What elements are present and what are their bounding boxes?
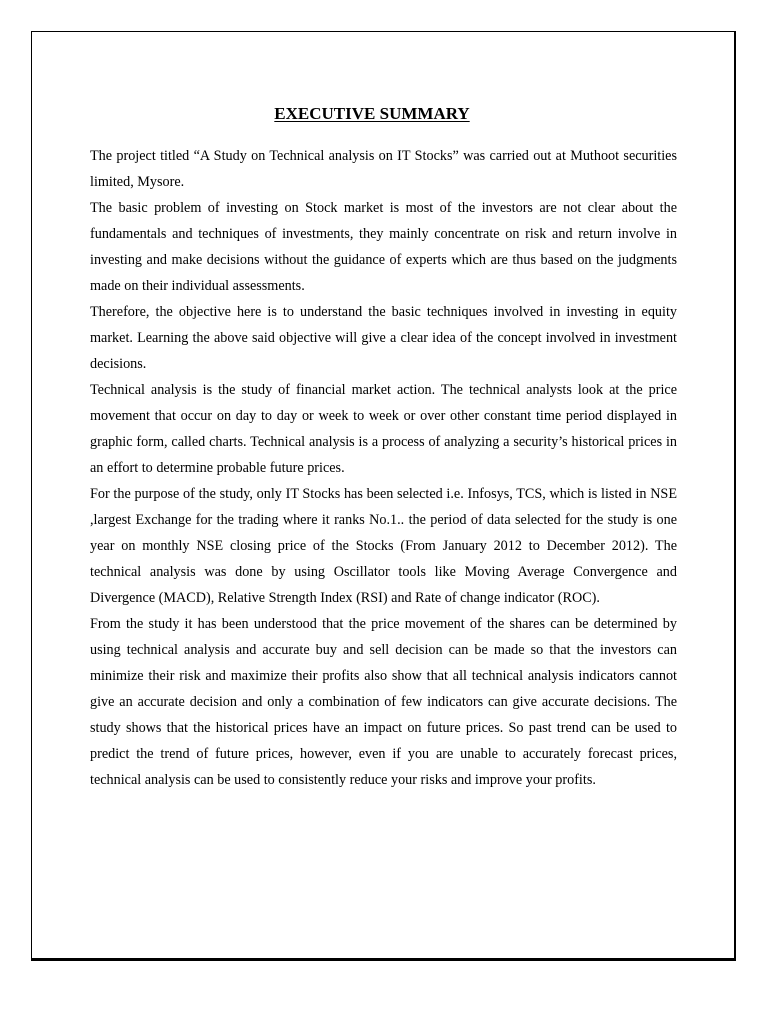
paragraph-study-scope: For the purpose of the study, only IT Stocks has been selected i.e. Infosys, TCS, which is listed in NSE ,largest Exchange for the trading where it ranks No.1.. the period of data selected for the study is one year on monthly NSE closing price of the Stocks (From January 2012 to December 2012). The technical analysis was done by using Oscillator tools like Moving Average Convergence and Divergence (MACD), Relative Strength Index (RSI) and Rate of change indicator (ROC). — [90, 486, 677, 606]
paragraph-findings: From the study it has been understood that the price movement of the shares can be determined by using technical analysis and accurate buy and sell decision can be made so that the investors can minimize their risk and maximize their profits also show that all technical analysis indicators cannot give an accurate decision and only a combination of few indicators can give accurate decisions. The study shows that the historical prices have an impact on future prices. So past trend can be used to predict the trend of future prices, however, even if you are unable to accurately forecast prices, technical analysis can be used to consistently reduce your risks and improve your profits. — [90, 616, 677, 788]
paragraph-project-intro: The project titled “A Study on Technical analysis on IT Stocks” was carried out at Muthoot securities limited, Mysore. — [90, 148, 677, 190]
summary-body — [90, 143, 677, 793]
paragraph-technical-analysis: Technical analysis is the study of financial market action. The technical analysts look at the price movement that occur on day to day or week to week or over other constant time period displayed in graphic form, called charts. Technical analysis is a process of analyzing a security’s historical prices in an effort to determine probable future prices. — [90, 382, 677, 476]
paragraph-basic-problem: The basic problem of investing on Stock market is most of the investors are not clear about the fundamentals and techniques of investments, they mainly concentrate on risk and return involve in investing and make decisions without the guidance of experts which are thus based on the judgments made on their individual assessments. — [90, 200, 677, 294]
paragraph-objective: Therefore, the objective here is to understand the basic techniques involved in investing in equity market. Learning the above said objective will give a clear idea of the concept involved in investment decisions. — [90, 304, 677, 372]
page-title: EXECUTIVE SUMMARY — [274, 104, 470, 123]
